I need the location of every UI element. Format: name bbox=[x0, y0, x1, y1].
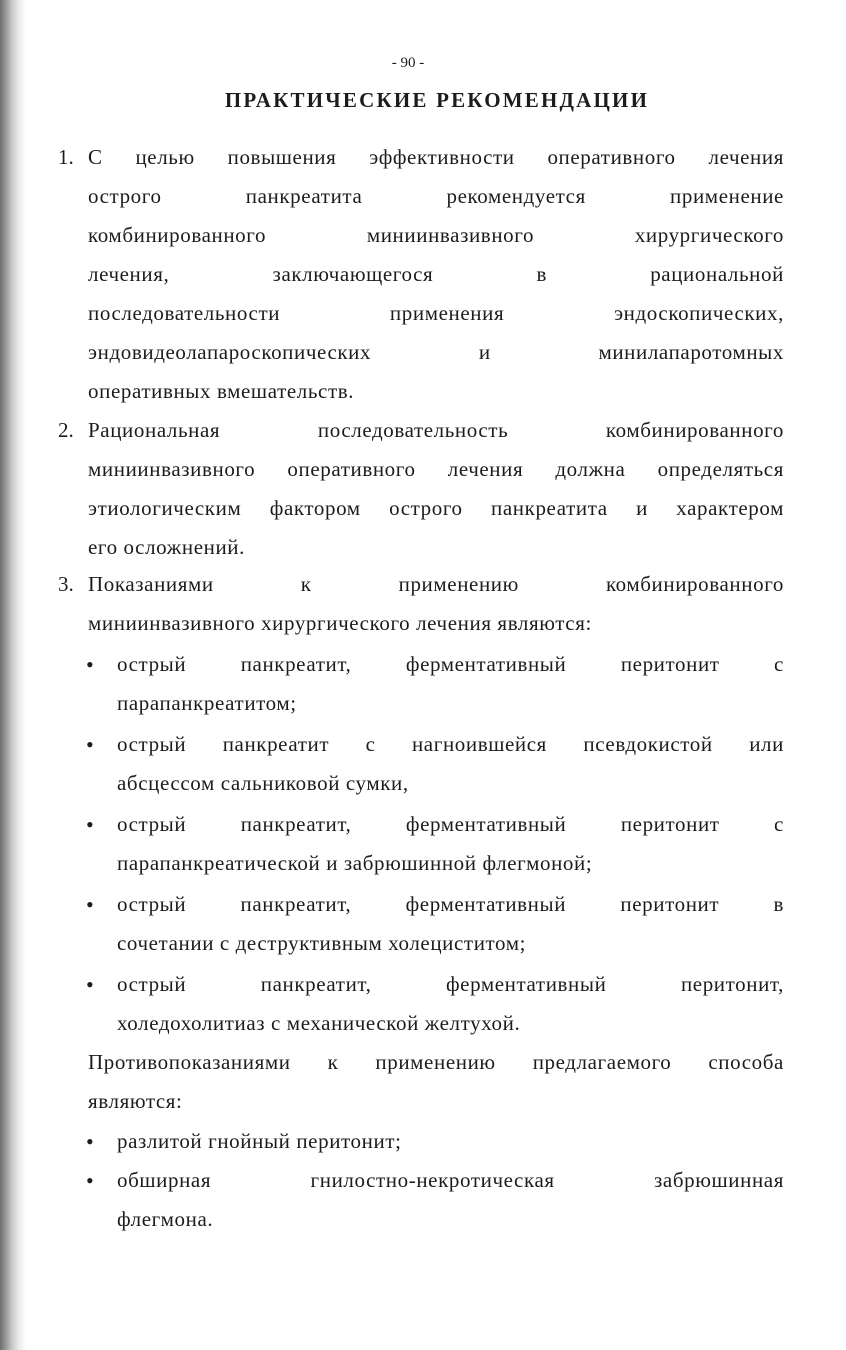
text-line: острый панкреатит с нагноившейся псевдокистой или bbox=[117, 732, 784, 756]
contraindication-item-1 bbox=[117, 1122, 784, 1161]
text-line: острый панкреатит, ферментативный перитонит, bbox=[117, 972, 784, 996]
text-line: Показаниями к применению комбинированного bbox=[88, 572, 784, 596]
contraindication-item-2 bbox=[117, 1161, 784, 1239]
bullet-marker: • bbox=[86, 1129, 94, 1154]
text-line: парапанкреатитом; bbox=[117, 691, 297, 715]
indication-item-2 bbox=[117, 725, 784, 803]
text-line: миниинвазивного оперативного лечения должна определяться bbox=[88, 457, 784, 481]
text-line: этиологическим фактором острого панкреатита и характером bbox=[88, 496, 784, 520]
list-item-1 bbox=[88, 138, 784, 411]
page-title: ПРАКТИЧЕСКИЕ РЕКОМЕНДАЦИИ bbox=[224, 88, 650, 112]
text-line: являются: bbox=[88, 1089, 183, 1113]
text-line: Рациональная последовательность комбинированного bbox=[88, 418, 784, 442]
indication-item-1 bbox=[117, 645, 784, 723]
bullet-marker: • bbox=[86, 892, 94, 917]
text-line: оперативных вмешательств. bbox=[88, 379, 355, 403]
text-line: острый панкреатит, ферментативный перитонит с bbox=[117, 652, 784, 676]
contraindications-intro bbox=[88, 1043, 784, 1121]
text-line: обширная гнилостно-некротическая забрюшинная bbox=[117, 1168, 784, 1192]
bullet-marker: • bbox=[86, 972, 94, 997]
page-number: - 90 - bbox=[391, 55, 425, 71]
list-number-2: 2. bbox=[58, 418, 74, 442]
text-line: парапанкреатической и забрюшинной флегмоной; bbox=[117, 851, 593, 875]
bullet-marker: • bbox=[86, 732, 94, 757]
bullet-marker: • bbox=[86, 812, 94, 837]
bullet-marker: • bbox=[86, 652, 94, 677]
text-line: острого панкреатита рекомендуется применение bbox=[88, 184, 784, 208]
text-line: абсцессом сальниковой сумки, bbox=[117, 771, 409, 795]
list-number-1: 1. bbox=[58, 145, 74, 169]
text-line: последовательности применения эндоскопических, bbox=[88, 301, 784, 325]
list-item-2 bbox=[88, 411, 784, 567]
text-line: комбинированного миниинвазивного хирургического bbox=[88, 223, 784, 247]
text-line: разлитой гнойный перитонит; bbox=[117, 1129, 402, 1153]
list-item-3 bbox=[88, 565, 784, 643]
text-line: лечения, заключающегося в рациональной bbox=[88, 262, 784, 286]
text-line: миниинвазивного хирургического лечения являются: bbox=[88, 611, 592, 635]
text-line: холедохолитиаз с механической желтухой. bbox=[117, 1011, 521, 1035]
indication-item-3 bbox=[117, 805, 784, 883]
text-line: Противопоказаниями к применению предлагаемого способа bbox=[88, 1050, 784, 1074]
text-line: эндовидеолапароскопических и минилапаротомных bbox=[88, 340, 784, 364]
text-line: острый панкреатит, ферментативный перитонит в bbox=[117, 892, 784, 916]
list-number-3: 3. bbox=[58, 572, 74, 596]
text-line: сочетании с деструктивным холециститом; bbox=[117, 931, 527, 955]
indication-item-4 bbox=[117, 885, 784, 963]
text-line: острый панкреатит, ферментативный перитонит с bbox=[117, 812, 784, 836]
text-line: флегмона. bbox=[117, 1207, 214, 1231]
indication-item-5 bbox=[117, 965, 784, 1043]
text-line: его осложнений. bbox=[88, 535, 245, 559]
text-line: С целью повышения эффективности оперативного лечения bbox=[88, 145, 784, 169]
bullet-marker: • bbox=[86, 1168, 94, 1193]
